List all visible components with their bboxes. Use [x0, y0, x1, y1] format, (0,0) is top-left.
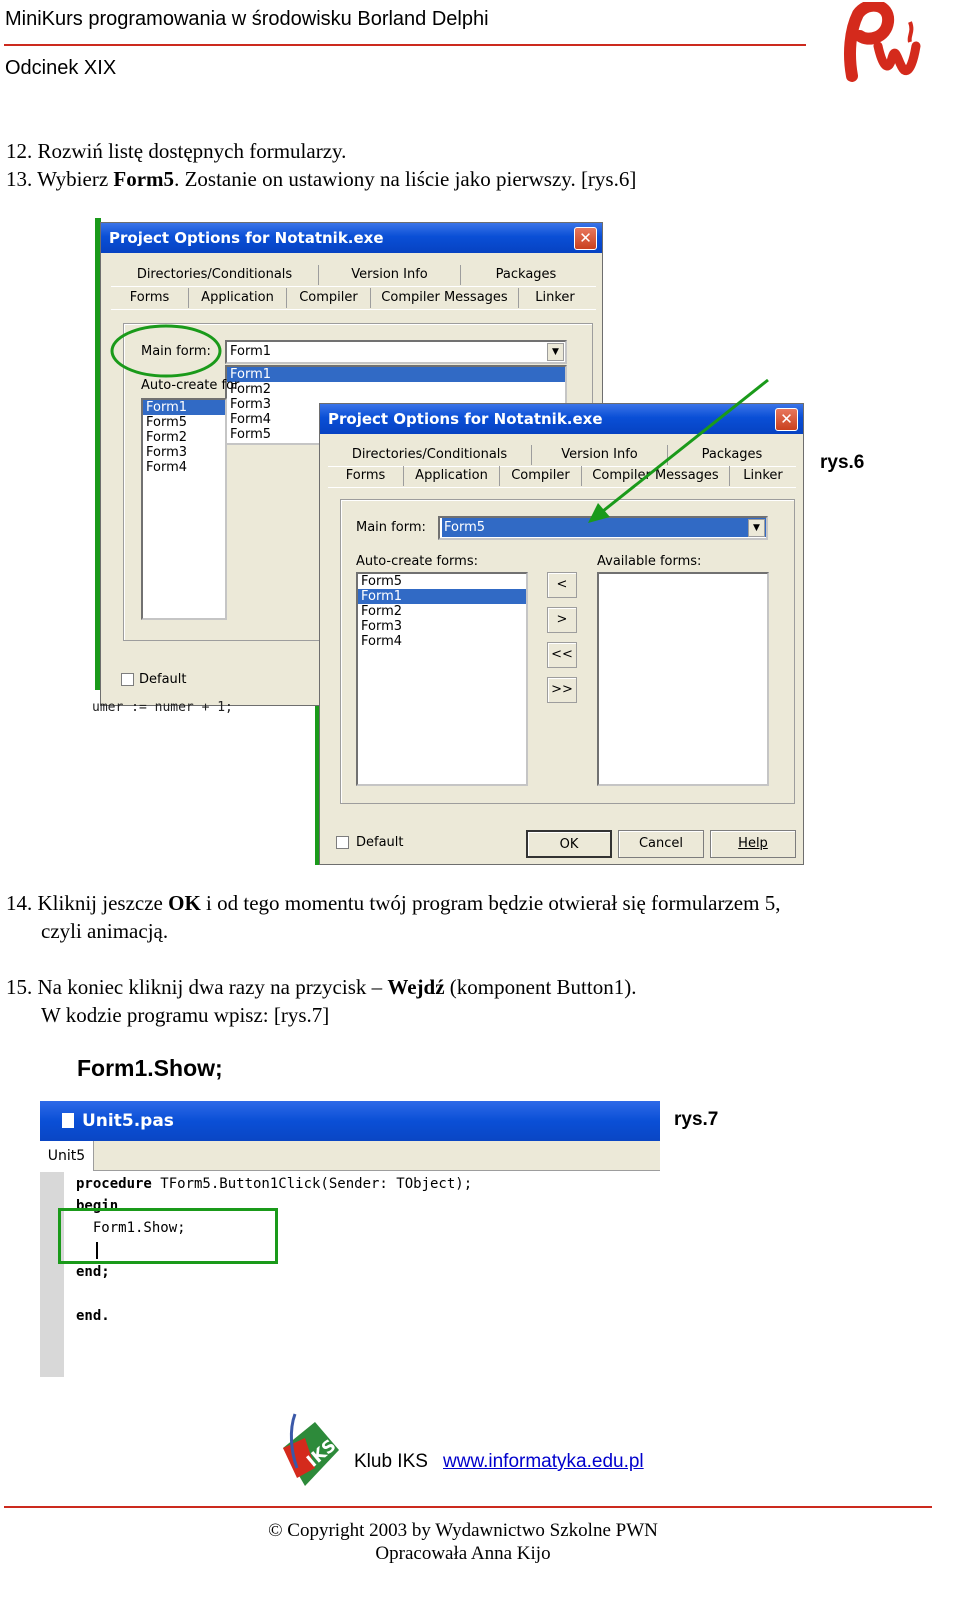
step-14-line2: czyli animacją. — [41, 919, 169, 943]
list-item[interactable]: Form4 — [146, 460, 188, 475]
tab-directories[interactable]: Directories/Conditionals — [328, 445, 532, 465]
code-keyword: begin — [76, 1198, 119, 1214]
copyright: © Copyright 2003 by Wydawnictwo Szkolne PWN — [268, 1520, 658, 1541]
list-item[interactable]: Form3 — [361, 619, 403, 634]
code-highlight-box — [58, 1208, 278, 1264]
iks-logo-icon — [275, 1408, 345, 1492]
code-text: Form1.Show; — [76, 1220, 186, 1236]
help-button[interactable] — [710, 830, 796, 858]
step-14-text-end: i od tego momentu twój program będzie otwierał się formularzem 5, — [200, 891, 781, 915]
back-default-checkbox[interactable] — [121, 673, 134, 686]
cancel-button[interactable]: Cancel — [618, 830, 704, 858]
code-keyword: procedure — [76, 1176, 152, 1192]
list-item[interactable]: Form5 — [146, 415, 188, 430]
tab-compiler-messages[interactable]: Compiler Messages — [371, 288, 519, 308]
dropdown-item[interactable]: Form3 — [230, 397, 272, 412]
step-13-bold: Form5 — [113, 167, 175, 191]
tab-forms[interactable]: Forms — [328, 466, 404, 486]
front-available-label: Available forms: — [597, 554, 702, 569]
step-15-text-end: (komponent Button1). — [444, 975, 637, 999]
list-item[interactable]: Form1 — [143, 400, 225, 415]
ok-button[interactable]: OK — [526, 830, 612, 858]
step-14-text: 14. Kliknij jeszcze — [6, 891, 169, 915]
back-auto-create-label: Auto-create for — [141, 378, 240, 393]
code-keyword: end. — [76, 1308, 110, 1324]
editor-titlebar — [40, 1101, 660, 1141]
back-tabs-row1 — [111, 265, 596, 287]
back-dialog-titlebar: Project Options for Notatnik.exe — [101, 223, 602, 253]
front-main-form-value: Form5 — [442, 518, 766, 537]
step-12-text: 12. Rozwiń listę dostępnych formularzy. — [6, 139, 347, 163]
front-dialog-close-icon[interactable]: ✕ — [775, 408, 798, 431]
step-14 — [6, 889, 780, 917]
code-line — [76, 1264, 472, 1286]
help-button-label: Help — [738, 836, 768, 851]
code-keyword: end; — [76, 1264, 110, 1280]
move-all-left-button[interactable]: << — [547, 642, 577, 668]
tab-linker[interactable]: Linker — [535, 290, 575, 305]
tab-version-info[interactable]: Version Info — [532, 445, 668, 465]
front-dialog-titlebar: Project Options for Notatnik.exe — [320, 404, 803, 434]
code-line — [76, 1176, 472, 1198]
front-default-label: Default — [356, 835, 404, 850]
code-line — [76, 1286, 472, 1308]
front-default-checkbox[interactable] — [336, 836, 349, 849]
tab-application[interactable]: Application — [404, 466, 500, 486]
tab-compiler[interactable]: Compiler — [500, 466, 582, 486]
front-available-list[interactable] — [597, 572, 769, 786]
tab-linker[interactable]: Linker — [743, 468, 783, 483]
highlight-ellipse — [108, 322, 224, 380]
back-default-label: Default — [139, 672, 187, 687]
header-divider — [4, 44, 806, 46]
list-item[interactable]: Form4 — [361, 634, 403, 649]
tab-compiler-messages[interactable]: Compiler Messages — [582, 466, 730, 486]
list-item[interactable]: Form2 — [146, 430, 188, 445]
dropdown-item[interactable]: Form2 — [230, 382, 272, 397]
tab-compiler[interactable]: Compiler — [287, 288, 371, 308]
tab-version-info[interactable]: Version Info — [319, 265, 461, 285]
step-15-line2: W kodzie programu wpisz: [rys.7] — [41, 1003, 330, 1027]
back-main-form-value: Form1 — [230, 344, 272, 359]
tab-application[interactable]: Application — [189, 288, 287, 308]
editor-gutter — [40, 1172, 64, 1377]
list-item[interactable]: Form2 — [361, 604, 403, 619]
header-title: MiniKurs programowania w środowisku Borland Delphi — [5, 8, 489, 30]
move-right-button[interactable]: > — [547, 607, 577, 633]
tab-packages[interactable]: Packages — [701, 447, 763, 462]
front-main-form-label: Main form: — [356, 520, 426, 535]
episode-label: Odcinek XIX — [5, 57, 117, 79]
dropdown-item[interactable]: Form5 — [230, 427, 272, 442]
tab-forms[interactable]: Forms — [111, 288, 189, 308]
list-item[interactable]: Form5 — [361, 574, 403, 589]
pointer-arrow-icon — [580, 375, 776, 529]
step-13-text-end: . Zostanie on ustawiony na liście jako pierwszy. [rys.6] — [174, 167, 637, 191]
back-main-form-label: Main form: — [141, 344, 211, 359]
chevron-down-icon[interactable]: ▼ — [547, 343, 564, 361]
back-tabs-row2 — [111, 288, 596, 310]
iks-logo-text: IKS — [303, 1435, 341, 1472]
footer-divider — [4, 1506, 932, 1508]
step-15 — [6, 973, 636, 1001]
front-auto-create-label: Auto-create forms: — [356, 554, 478, 569]
front-auto-create-list[interactable] — [356, 572, 528, 786]
back-auto-create-list[interactable] — [141, 398, 227, 620]
tab-directories[interactable]: Directories/Conditionals — [111, 265, 319, 285]
dropdown-item[interactable]: Form4 — [230, 412, 272, 427]
back-dialog-close-icon[interactable]: ✕ — [574, 227, 597, 250]
step-15-text: 15. Na koniec kliknij dwa razy na przycisk – — [6, 975, 388, 999]
code-caption: Form1.Show; — [77, 1055, 223, 1081]
figure-6-label: rys.6 — [820, 452, 865, 473]
club-name: Klub IKS — [354, 1451, 428, 1472]
code-fragment: umer := numer + 1; — [92, 700, 233, 715]
list-item[interactable]: Form3 — [146, 445, 188, 460]
editor-tab-bar — [40, 1141, 660, 1171]
step-12 — [6, 137, 346, 165]
move-all-right-button[interactable]: >> — [547, 677, 577, 703]
dropdown-item[interactable]: Form1 — [227, 367, 565, 382]
file-icon — [62, 1113, 74, 1128]
tab-unit5[interactable]: Unit5 — [40, 1141, 94, 1171]
website-link[interactable]: www.informatyka.edu.pl — [443, 1451, 644, 1472]
step-13 — [6, 165, 636, 193]
step-14-bold: OK — [168, 891, 201, 915]
tab-packages[interactable]: Packages — [495, 267, 557, 282]
move-left-button[interactable]: < — [547, 572, 577, 598]
editor-title-text: Unit5.pas — [82, 1111, 174, 1131]
code-text: TForm5.Button1Click(Sender: TObject); — [151, 1176, 473, 1192]
list-item[interactable]: Form1 — [358, 589, 526, 604]
step-13-text: 13. Wybierz — [6, 167, 114, 191]
step-15-bold: Wejdź — [387, 975, 445, 999]
chevron-down-icon[interactable]: ▼ — [748, 519, 765, 537]
pwn-logo-icon — [838, 2, 924, 84]
figure-7-label: rys.7 — [674, 1109, 719, 1130]
code-line — [76, 1308, 472, 1330]
back-main-form-combo[interactable] — [225, 340, 567, 364]
author: Opracowała Anna Kijo — [375, 1543, 551, 1564]
